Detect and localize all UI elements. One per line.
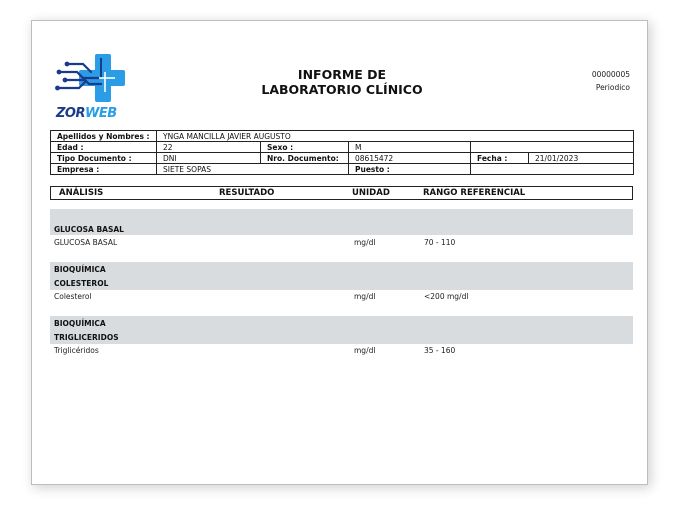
section-band — [50, 209, 633, 235]
position-label: Puesto : — [349, 164, 471, 175]
section-category: BIOQUÍMICA — [54, 319, 106, 328]
age-label: Edad : — [51, 142, 157, 153]
results-column-headers — [50, 186, 633, 200]
title-line-2: LABORATORIO CLÍNICO — [261, 82, 423, 97]
patient-info-table — [50, 130, 634, 175]
date-label: Fecha : — [471, 153, 529, 164]
test-unit: mg/dl — [354, 292, 376, 301]
section-band — [50, 316, 633, 344]
report-code: 00000005 — [591, 70, 630, 79]
zorweb-logo — [55, 52, 125, 107]
patient-age: 22 — [157, 142, 261, 153]
brand-wordmark: ZORWEB — [56, 106, 117, 121]
test-range: 70 - 110 — [424, 238, 456, 247]
test-unit: mg/dl — [354, 238, 376, 247]
name-label: Apellidos y Nombres : — [51, 131, 157, 142]
col-unit: UNIDAD — [352, 188, 390, 198]
col-analysis: ANÁLISIS — [59, 188, 104, 198]
company-label: Empresa : — [51, 164, 157, 175]
test-name: Colesterol — [54, 292, 92, 301]
patient-doc-type: DNI — [157, 153, 261, 164]
report-meta — [592, 68, 630, 94]
report-date: 21/01/2023 — [529, 153, 634, 164]
doc-no-label: Nro. Documento: — [261, 153, 349, 164]
col-range: RANGO REFERENCIAL — [423, 188, 526, 198]
section-title: TRIGLICERIDOS — [54, 333, 119, 342]
patient-company: SIETE SOPAS — [157, 164, 349, 175]
report-title — [242, 67, 442, 97]
doc-type-label: Tipo Documento : — [51, 153, 157, 164]
section-title: GLUCOSA BASAL — [54, 225, 124, 234]
patient-name: YNGA MANCILLA JAVIER AUGUSTO — [157, 131, 634, 142]
section-category: BIOQUÍMICA — [54, 265, 106, 274]
patient-sex: M — [349, 142, 471, 153]
patient-position — [471, 164, 634, 175]
section-band — [50, 262, 633, 290]
test-name: GLUCOSA BASAL — [54, 238, 118, 247]
col-result: RESULTADO — [219, 188, 275, 198]
test-unit: mg/dl — [354, 346, 376, 355]
test-range: <200 mg/dl — [424, 292, 469, 301]
section-title: COLESTEROL — [54, 279, 109, 288]
test-name: Triglicéridos — [54, 346, 99, 355]
sex-label: Sexo : — [261, 142, 349, 153]
patient-doc-no: 08615472 — [349, 153, 471, 164]
report-type: Periodico — [595, 83, 630, 92]
empty-cell — [471, 142, 634, 153]
title-line-1: INFORME DE — [297, 67, 387, 82]
test-range: 35 - 160 — [424, 346, 456, 355]
